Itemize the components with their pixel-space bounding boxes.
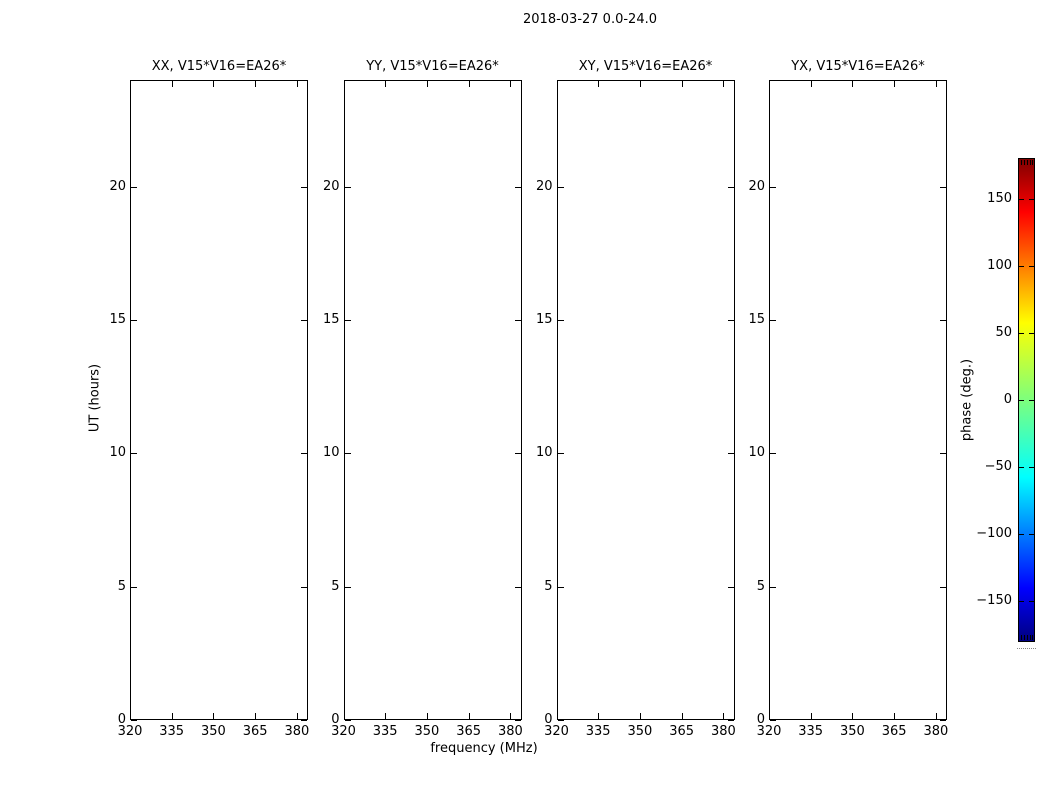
colorbar-edge-hatch-top xyxy=(1027,160,1028,165)
x-tick-label: 350 xyxy=(200,724,226,739)
x-tick-top xyxy=(297,81,298,87)
y-tick-label: 15 xyxy=(322,312,340,327)
colorbar-tick-right xyxy=(1029,400,1034,401)
y-tick-left xyxy=(558,320,564,321)
colorbar-edge-hatch-top xyxy=(1030,160,1031,165)
x-tick-top xyxy=(640,81,641,87)
y-tick-left xyxy=(770,720,776,721)
y-tick-label: 5 xyxy=(544,578,553,594)
colorbar-edge-hatch-bottom xyxy=(1021,635,1022,640)
colorbar-tick-label: −100 xyxy=(976,525,1012,541)
x-tick-top xyxy=(852,81,853,87)
y-tick-left xyxy=(345,187,351,188)
y-tick-left xyxy=(131,453,137,454)
x-tick-label: 365 xyxy=(881,724,907,739)
x-tick-bottom xyxy=(255,713,256,719)
colorbar-tick-right xyxy=(1029,534,1034,535)
colorbar-tick-left xyxy=(1019,266,1024,267)
x-tick-label: 335 xyxy=(585,724,611,739)
y-tick-label: 10 xyxy=(322,445,340,461)
colorbar-tick-left xyxy=(1019,467,1024,468)
colorbar-tick-left xyxy=(1019,400,1024,401)
x-tick-label: 335 xyxy=(372,724,398,739)
x-tick-top xyxy=(723,81,724,87)
x-tick-top xyxy=(469,81,470,87)
y-tick-left xyxy=(770,587,776,588)
x-tick-top xyxy=(769,81,770,87)
colorbar-tick-left xyxy=(1019,534,1024,535)
x-tick-label: 335 xyxy=(798,724,824,739)
y-tick-right xyxy=(940,187,946,188)
colorbar-edge-hatch-bottom xyxy=(1030,635,1031,640)
colorbar-tick-left xyxy=(1019,601,1024,602)
plot-area xyxy=(557,80,735,720)
colorbar-tick-left xyxy=(1019,199,1024,200)
y-tick-left xyxy=(770,320,776,321)
figure-title: 2018-03-27 0.0-24.0 xyxy=(523,12,657,27)
x-tick-bottom xyxy=(598,713,599,719)
x-axis-label: frequency (MHz) xyxy=(430,741,538,756)
colorbar-tick-label: 50 xyxy=(995,325,1012,341)
colorbar-tick-right xyxy=(1029,467,1034,468)
y-tick-left xyxy=(345,587,351,588)
x-tick-label: 350 xyxy=(839,724,865,739)
y-tick-label: 20 xyxy=(748,178,765,194)
y-tick-left xyxy=(131,720,137,721)
colorbar-tick-label: 0 xyxy=(1003,392,1012,407)
colorbar-tick-right xyxy=(1029,333,1034,334)
x-tick-label: 380 xyxy=(284,724,310,739)
colorbar-edge-hatch-bottom xyxy=(1024,635,1025,640)
x-tick-top xyxy=(130,81,131,87)
y-tick-label: 10 xyxy=(109,445,126,461)
y-tick-left xyxy=(558,587,564,588)
y-tick-left xyxy=(558,187,564,188)
x-tick-bottom xyxy=(385,713,386,719)
x-tick-top xyxy=(172,81,173,87)
x-tick-label: 320 xyxy=(544,724,569,739)
panel-title: YX, V15*V16=EA26* xyxy=(791,59,925,74)
colorbar-tick-label: 100 xyxy=(987,258,1012,274)
colorbar-edge-hatch-top xyxy=(1021,160,1022,165)
x-tick-label: 380 xyxy=(497,724,523,739)
colorbar-label: phase (deg.) xyxy=(959,358,975,442)
x-tick-label: 365 xyxy=(456,724,482,739)
y-axis-label: UT (hours) xyxy=(87,363,103,433)
colorbar-tick-right xyxy=(1029,266,1034,267)
y-tick-label: 20 xyxy=(322,178,340,194)
y-tick-right xyxy=(940,720,946,721)
y-tick-left xyxy=(770,453,776,454)
y-tick-label: 0 xyxy=(331,712,340,727)
x-tick-bottom xyxy=(427,713,428,719)
x-tick-bottom xyxy=(852,713,853,719)
x-tick-top xyxy=(598,81,599,87)
colorbar-tick-label: −50 xyxy=(984,458,1012,474)
y-tick-left xyxy=(131,320,137,321)
y-tick-left xyxy=(345,453,351,454)
colorbar-tick-right xyxy=(1029,601,1034,602)
colorbar-edge-hatch-bottom xyxy=(1032,635,1033,640)
x-tick-label: 365 xyxy=(242,724,268,739)
y-tick-label: 15 xyxy=(109,312,126,327)
y-tick-label: 15 xyxy=(535,312,553,327)
x-tick-label: 335 xyxy=(159,724,185,739)
y-tick-label: 20 xyxy=(535,178,553,194)
x-tick-bottom xyxy=(682,713,683,719)
colorbar-tick-label: 150 xyxy=(987,191,1012,207)
colorbar-edge-hatch-top xyxy=(1032,160,1033,165)
x-tick-bottom xyxy=(344,713,345,719)
colorbar-edge-hatch-bottom xyxy=(1027,635,1028,640)
x-tick-top xyxy=(682,81,683,87)
plot-area xyxy=(344,80,522,720)
x-tick-label: 320 xyxy=(331,724,356,739)
x-tick-top xyxy=(510,81,511,87)
y-tick-label: 5 xyxy=(117,578,126,594)
panel-title: XY, V15*V16=EA26* xyxy=(578,59,713,74)
x-tick-label: 320 xyxy=(756,724,782,739)
x-tick-bottom xyxy=(213,713,214,719)
y-tick-label: 20 xyxy=(109,178,126,194)
panel-title: XX, V15*V16=EA26* xyxy=(151,59,287,74)
x-tick-bottom xyxy=(557,713,558,719)
x-tick-top xyxy=(811,81,812,87)
y-tick-right xyxy=(940,453,946,454)
y-tick-label: 0 xyxy=(544,712,553,727)
y-tick-left xyxy=(345,720,351,721)
x-tick-bottom xyxy=(640,713,641,719)
x-tick-top xyxy=(894,81,895,87)
y-tick-label: 0 xyxy=(117,712,126,727)
colorbar-base-dotted-line xyxy=(1017,648,1036,649)
x-tick-bottom xyxy=(172,713,173,719)
x-tick-top xyxy=(344,81,345,87)
x-tick-top xyxy=(936,81,937,87)
y-tick-label: 5 xyxy=(756,578,765,594)
x-tick-label: 350 xyxy=(627,724,653,739)
colorbar-tick-left xyxy=(1019,333,1024,334)
panel-title: YY, V15*V16=EA26* xyxy=(366,59,499,74)
y-tick-right xyxy=(940,320,946,321)
x-tick-label: 380 xyxy=(923,724,949,739)
x-tick-bottom xyxy=(130,713,131,719)
x-tick-top xyxy=(213,81,214,87)
y-tick-label: 5 xyxy=(331,578,340,594)
y-tick-left xyxy=(131,187,137,188)
x-tick-top xyxy=(557,81,558,87)
y-tick-left xyxy=(558,720,564,721)
x-tick-label: 350 xyxy=(414,724,440,739)
y-tick-label: 15 xyxy=(748,312,765,327)
x-tick-bottom xyxy=(894,713,895,719)
y-tick-left xyxy=(770,187,776,188)
y-tick-label: 10 xyxy=(748,445,765,461)
plot-area xyxy=(130,80,308,720)
y-tick-left xyxy=(131,587,137,588)
x-tick-bottom xyxy=(936,713,937,719)
x-tick-bottom xyxy=(469,713,470,719)
colorbar-tick-right xyxy=(1029,199,1034,200)
x-tick-top xyxy=(427,81,428,87)
x-tick-top xyxy=(385,81,386,87)
y-tick-label: 10 xyxy=(535,445,553,461)
plot-area xyxy=(769,80,947,720)
colorbar-tick-label: −150 xyxy=(976,592,1012,608)
y-tick-left xyxy=(558,453,564,454)
colorbar-edge-hatch-top xyxy=(1024,160,1025,165)
x-tick-bottom xyxy=(811,713,812,719)
y-tick-right xyxy=(940,587,946,588)
x-tick-top xyxy=(255,81,256,87)
x-tick-bottom xyxy=(769,713,770,719)
x-tick-label: 380 xyxy=(710,724,736,739)
y-tick-left xyxy=(345,320,351,321)
x-tick-label: 320 xyxy=(117,724,143,739)
x-tick-label: 365 xyxy=(669,724,695,739)
y-tick-label: 0 xyxy=(756,712,765,727)
